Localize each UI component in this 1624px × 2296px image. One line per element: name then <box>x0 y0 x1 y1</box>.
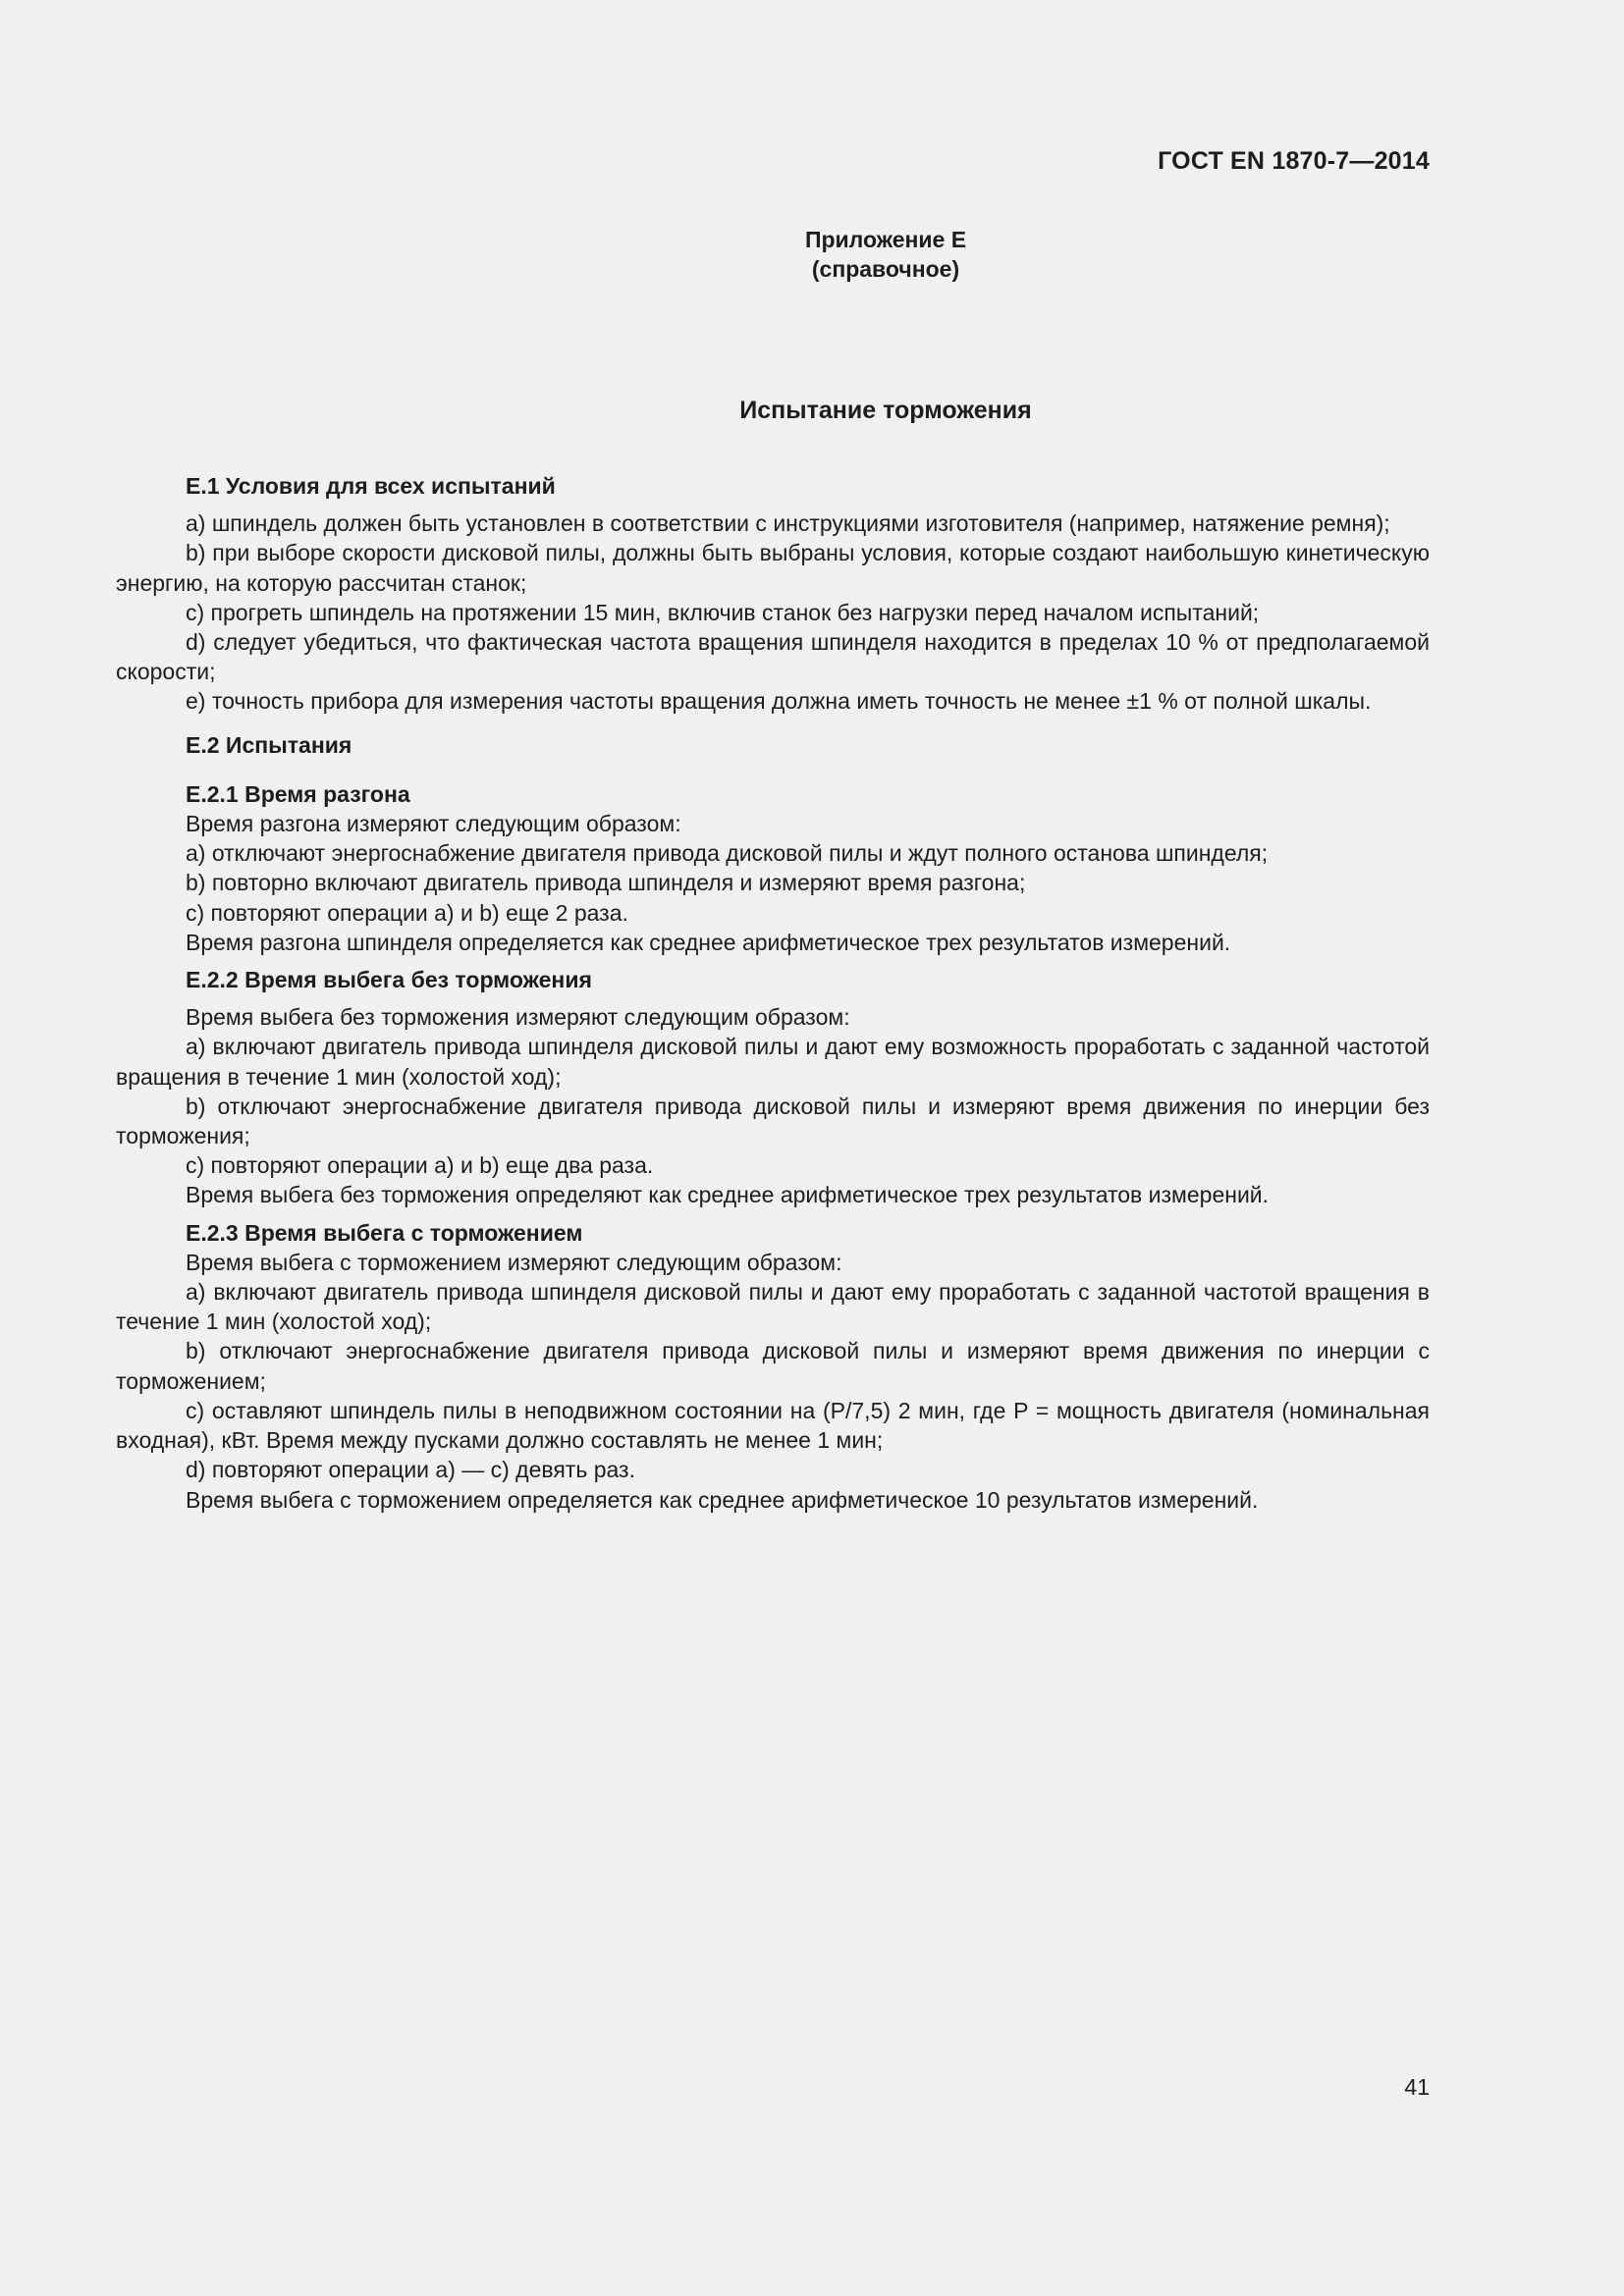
section-heading-e22: E.2.2 Время выбега без торможения <box>186 967 592 993</box>
list-item: d) следует убедиться, что фактическая частота вращения шпинделя находится в пределах 10 % от предполагаемой скорости; <box>116 629 1430 685</box>
list-item: c) повторяют операции а) и b) еще два раза. <box>186 1152 654 1179</box>
annex-title: Испытание торможения <box>739 397 1032 424</box>
list-item: b) отключают энергоснабжение двигателя привода дисковой пилы и измеряют время движения по инерции без торможения; <box>116 1093 1430 1149</box>
annex-kind: (справочное) <box>811 256 960 282</box>
list-item: a) включают двигатель привода шпинделя дисковой пилы и дают ему проработать с заданной частотой вращения в течение 1 мин (холостой ход); <box>116 1279 1430 1335</box>
section-intro: Время выбега без торможения измеряют следующим образом: <box>186 1004 850 1031</box>
list-item: a) шпиндель должен быть установлен в соответствии с инструкциями изготовителя (например, натяжение ремня); <box>186 510 1390 537</box>
list-item: b) повторно включают двигатель привода шпинделя и измеряют время разгона; <box>186 870 1026 896</box>
section-intro: Время разгона измеряют следующим образом: <box>186 811 681 837</box>
section-heading-e21: E.2.1 Время разгона <box>186 780 410 807</box>
annex-name: Приложение E <box>804 227 967 252</box>
document-code: ГОСТ EN 1870-7—2014 <box>1158 147 1430 175</box>
list-item: a) включают двигатель привода шпинделя дисковой пилы и дают ему возможность проработать с заданной частотой вращения в течение 1 мин (холостой ход); <box>116 1034 1430 1090</box>
section-heading-e23: E.2.3 Время выбега с торможением <box>186 1219 583 1246</box>
section-conclusion: Время разгона шпинделя определяется как среднее арифметическое трех результатов измерений. <box>186 929 1231 955</box>
list-item: e) точность прибора для измерения частоты вращения должна иметь точность не менее ±1 % от полной шкалы. <box>186 688 1372 715</box>
list-item: b) отключают энергоснабжение двигателя привода дисковой пилы и измеряют время движения по инерции с торможением; <box>116 1338 1430 1394</box>
list-item: c) оставляют шпиндель пилы в неподвижном состоянии на (P/7,5) 2 мин, где P = мощность двигателя (номинальная входная), кВт. Время между пусками должно составлять не менее 1 мин; <box>116 1397 1430 1454</box>
annex-heading <box>0 225 1624 284</box>
section-heading-e1: E.1 Условия для всех испытаний <box>186 473 556 499</box>
section-conclusion: Время выбега без торможения определяют как среднее арифметическое трех результатов измерений. <box>186 1182 1270 1208</box>
list-item: c) повторяют операции а) и b) еще 2 раза. <box>186 899 628 926</box>
list-item: a) отключают энергоснабжение двигателя привода дисковой пилы и ждут полного останова шпинделя; <box>186 840 1269 867</box>
list-item: b) при выборе скорости дисковой пилы, должны быть выбраны условия, которые создают наибольшую кинетическую энергию, на которую рассчитан станок; <box>116 540 1430 596</box>
page-number: 41 <box>1404 2074 1430 2100</box>
document-body <box>116 471 1430 1515</box>
list-item: c) прогреть шпиндель на протяжении 15 мин, включив станок без нагрузки перед началом испытаний; <box>186 599 1260 625</box>
list-item: d) повторяют операции a) — c) девять раз. <box>186 1457 635 1483</box>
section-heading-e2: E.2 Испытания <box>186 731 352 758</box>
section-intro: Время выбега с торможением измеряют следующим образом: <box>186 1249 842 1275</box>
section-conclusion: Время выбега с торможением определяется как среднее арифметическое 10 результатов измерений. <box>186 1486 1259 1513</box>
